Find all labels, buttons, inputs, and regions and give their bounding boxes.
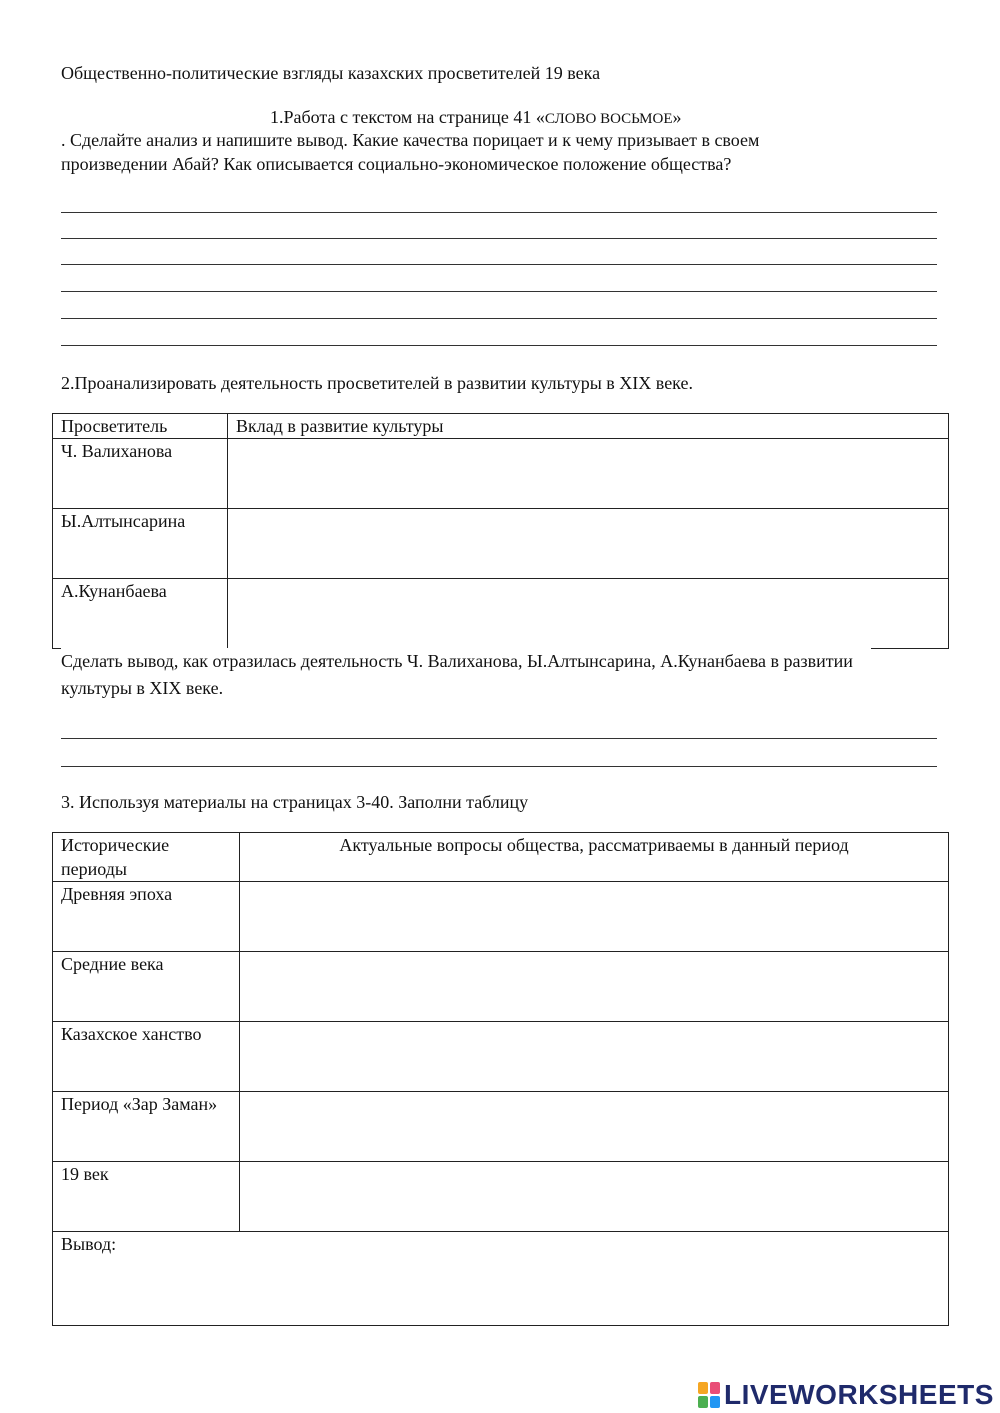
period-name: Период «Зар Заман»	[53, 1092, 240, 1162]
logo-text: LIVEWORKSHEETS	[724, 1379, 994, 1410]
answer-field[interactable]	[248, 882, 940, 906]
conclusion-row[interactable]	[53, 1232, 949, 1326]
logo-square	[698, 1382, 708, 1394]
contribution-input[interactable]	[228, 579, 949, 649]
period-name: Средние века	[53, 952, 240, 1022]
answer-field[interactable]	[236, 509, 940, 533]
answer-field[interactable]	[248, 1162, 940, 1186]
issues-input[interactable]	[240, 1162, 949, 1232]
liveworksheets-logo[interactable]	[698, 1378, 994, 1412]
answer-field[interactable]	[248, 952, 940, 976]
answer-field[interactable]	[236, 439, 940, 463]
enlightener-name: Ы.Алтынсарина	[53, 509, 228, 579]
period-name: 19 век	[53, 1162, 240, 1232]
issues-input[interactable]	[240, 1092, 949, 1162]
task1-prompt: . Сделайте анализ и напишите вывод. Какие качества порицает и к чему призывает в своем произведении Абай? Как описывается социально-экономическое положение общества?	[61, 130, 760, 174]
answer-line[interactable]	[61, 291, 937, 292]
answer-field[interactable]	[236, 579, 940, 603]
table-row	[53, 509, 949, 579]
answer-line[interactable]	[61, 264, 937, 265]
answer-line[interactable]	[61, 766, 937, 767]
enlightener-name: Ч. Валиханова	[53, 439, 228, 509]
page-title: Общественно-политические взгляды казахских просветителей 19 века	[61, 63, 601, 83]
answer-line[interactable]	[61, 238, 937, 239]
answer-line[interactable]	[61, 212, 937, 213]
col-header-periods: Исторические периоды	[53, 833, 240, 882]
conclusion-label: Вывод:	[61, 1234, 117, 1254]
periods-table	[52, 832, 949, 1326]
table-row	[53, 579, 949, 649]
answer-line[interactable]	[61, 318, 937, 319]
task1-heading-caps: СЛОВО ВОСЬМОЕ	[544, 111, 673, 127]
table-row	[53, 952, 949, 1022]
contribution-input[interactable]	[228, 439, 949, 509]
issues-input[interactable]	[240, 1022, 949, 1092]
issues-input[interactable]	[240, 882, 949, 952]
table-header-row	[53, 833, 949, 882]
liveworksheets-logo-icon	[698, 1382, 720, 1408]
col-header-issues: Актуальные вопросы общества, рассматриваемы в данный период	[240, 833, 949, 882]
logo-square	[710, 1382, 720, 1394]
col-header-enlightener: Просветитель	[53, 414, 228, 439]
task1-heading-close: »	[672, 107, 682, 127]
task2-heading: 2.Проанализировать деятельность просветителей в развитии культуры в XIX веке.	[61, 373, 693, 393]
table-row	[53, 1092, 949, 1162]
task2-conclusion-prompt: Сделать вывод, как отразилась деятельность Ч. Валиханова, Ы.Алтынсарина, А.Кунанбаева в развитии культуры в XIX веке.	[61, 648, 871, 702]
answer-line[interactable]	[61, 738, 937, 739]
conclusion-cell[interactable]	[53, 1232, 949, 1326]
enlightener-name: А.Кунанбаева	[53, 579, 228, 649]
logo-square	[698, 1396, 708, 1408]
answer-line[interactable]	[61, 345, 937, 346]
period-name: Казахское ханство	[53, 1022, 240, 1092]
table-row	[53, 439, 949, 509]
table-header-row	[53, 414, 949, 439]
logo-square	[710, 1396, 720, 1408]
period-name: Древняя эпоха	[53, 882, 240, 952]
table-row	[53, 882, 949, 952]
table-row	[53, 1022, 949, 1092]
col-header-contribution: Вклад в развитие культуры	[228, 414, 949, 439]
contribution-input[interactable]	[228, 509, 949, 579]
task1-heading-main: 1.Работа с текстом на странице 41 «	[270, 107, 545, 127]
task3-heading: 3. Используя материалы на страницах 3-40. Заполни таблицу	[61, 792, 529, 812]
enlighteners-table	[52, 413, 949, 649]
issues-input[interactable]	[240, 952, 949, 1022]
answer-field[interactable]	[248, 1022, 940, 1046]
answer-field[interactable]	[248, 1092, 940, 1116]
table-row	[53, 1162, 949, 1232]
